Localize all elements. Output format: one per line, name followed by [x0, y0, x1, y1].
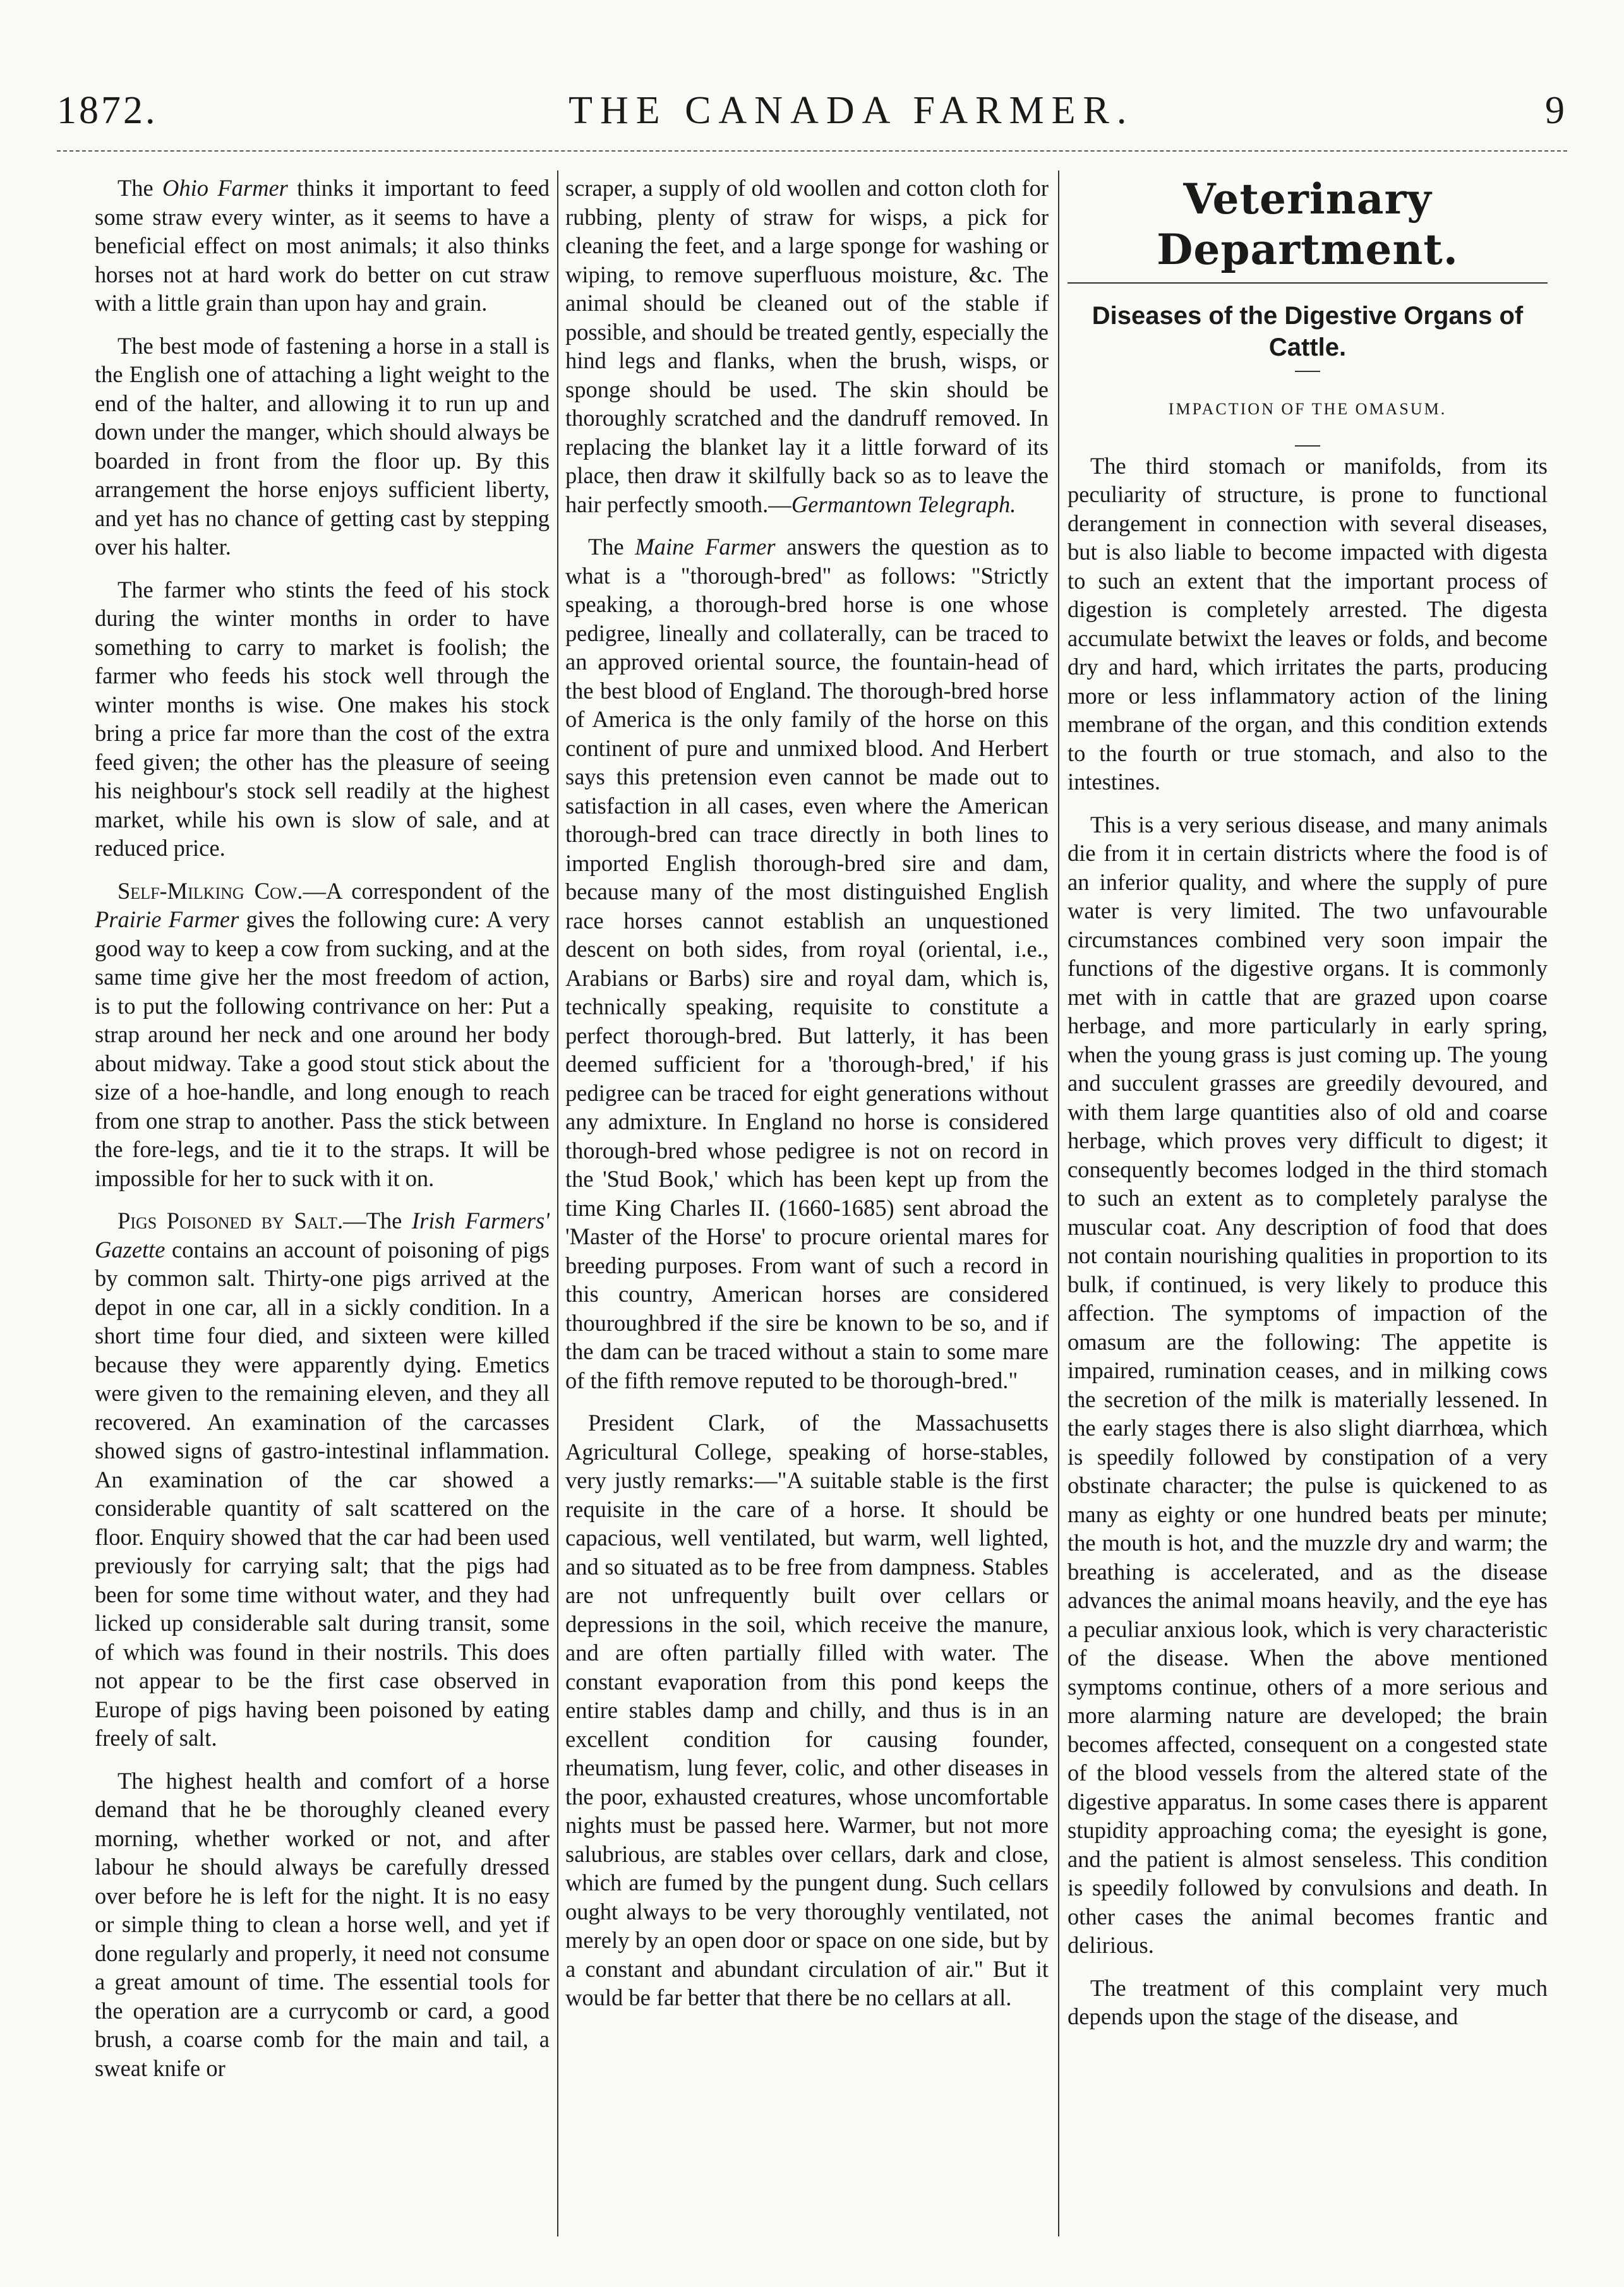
- article-paragraph: The Maine Farmer answers the question as to what is a "thorough-bred" as follows: "Strictly speaking, a thorough-bred horse is one whose pedigree, lineally and collaterally, can be traced to an approved oriental source, the fountain-head of the best blood of England. The thorough-bred horse of America is the only family of the horse on this continent of pure and unmixed blood. And Herbert says this pretension even cannot be made out to satisfaction in all cases, even where the American thorough-bred can trace directly in both lines to imported English thorough-bred sire and dam, because many of the most distinguished English race horses cannot establish an unquestioned descent on both sides, from royal (oriental, i.e., Arabians or Barbs) sire and royal dam, which is, technically speaking, requisite to constitute a perfect thorough-bred. But latterly, it has been deemed sufficient for a 'thorough-bred,' if his pedigree can be traced for eight generations without any admixture. In England no horse is considered thorough-bred whose pedigree is not on record in the 'Stud Book,' which has been kept up from the time King Charles II. (1660-1685) sent abroad the 'Master of the Horse' to procure oriental mares for breeding purposes. From want of such a record in this country, American horses are considered thouroughbred if the sire be known to be so, and if the dam can be traced without a stain to some mare of the fifth remove reputed to be thorough-bred.": [565, 534, 1049, 1393]
- column-1: [95, 174, 550, 2249]
- source-citation: Germantown Telegraph.: [791, 491, 1016, 517]
- column-3: [1068, 174, 1548, 2249]
- article-paragraph: The farmer who stints the feed of his stock during the winter months in order to have something to carry to market is foolish; the farmer who feeds his stock well through the winter months is wise. One makes his stock bring a price far more than the cost of the extra feed given; the other has the pleasure of seeing his neighbour's stock sell readily at the highest market, while his own is slow of sale, and at reduced price.: [95, 576, 550, 861]
- item-heading: Self-Milking Cow.: [117, 877, 303, 904]
- article-paragraph: The third stomach or manifolds, from its peculiarity of structure, is prone to functional derangement in connection with several diseases, but is also liable to become impacted with digesta to such an extent that the important process of digestion is completely arrested. The digesta accumulate betwixt the leaves or folds, and become dry and hard, which irritates the parts, producing more or less inflammatory action of the lining membrane of the organ, and this condition extends to the fourth or true stomach, and also to the intestines.: [1068, 452, 1548, 795]
- article-paragraph: President Clark, of the Massachusetts Agricultural College, speaking of horse-stables, very justly remarks:—"A suitable stable is the first requisite in the care of a horse. It should be capacious, well ventilated, but warm, well lighted, and so situated as to be free from dampness. Stables are not unfrequently built over cellars or depressions in the soil, which receive the manure, and are often partially filled with water. The constant evaporation from this pond keeps the entire stables damp and chilly, and thus is in an excellent condition for causing founder, rheumatism, lung fever, colic, and other diseases in the poor, exhausted creatures, whose uncomfortable nights must be passed here. Warmer, but not more salubrious, are stables over cellars, dark and close, which are fumed by the pungent dung. Such cellars ought always to be very thoroughly ventilated, not merely by an open door or space on one side, but by a constant and abundant circulation of air." But it would be far better that there be no cellars at all.: [565, 1410, 1049, 2010]
- article-heading: Diseases of the Digestive Organs of Cattle.: [1092, 302, 1524, 361]
- column-divider: [1058, 171, 1059, 2236]
- article-paragraph: Pigs Poisoned by Salt.—The Irish Farmers' Gazette contains an account of poisoning of pigs by common salt. Thirty-one pigs arrived at the depot in one car, all in a sickly condition. In a short time four died, and sixteen were killed because they were apparently dying. Emetics were given to the remaining eleven, and they all recovered. An examination of the carcasses showed signs of gastro-intestinal inflammation. An examination of the car showed a considerable quantity of salt scattered on the floor. Enquiry showed that the car had been used previously for carrying salt; that the pigs had been for some time without water, and they had licked up considerable salt during transit, some of which was found in their nostrils. This does not appear to be the first case observed in Europe of pigs having been poisoned by eating freely of salt.: [95, 1208, 550, 1751]
- article-paragraph: The best mode of fastening a horse in a stall is the English one of attaching a light weight to the end of the halter, and allowing it to run up and down under the manger, which should always be boarded in front from the floor up. By this arrangement the horse enjoys sufficient liberty, and yet has no chance of getting cast by stepping over his halter.: [95, 332, 550, 560]
- article-paragraph: The highest health and comfort of a horse demand that he be thoroughly cleaned every morning, whether worked or not, and after labour he should always be carefully dressed over before he is left for the night. It is no easy or simple thing to clean a horse well, and yet if done regularly and properly, it need not consume a great amount of time. The essential tools for the operation are a currycomb or card, a good brush, a coarse comb for the main and tail, a sweat knife or: [95, 1767, 550, 2081]
- column-divider: [557, 171, 558, 2236]
- column-2: [565, 174, 1049, 2249]
- short-rule: [1295, 371, 1320, 372]
- article-paragraph: This is a very serious disease, and many animals die from it in certain districts where the food is of an inferior quality, and where the supply of pure water is very limited. The two unfavourable circumstances combined very soon impair the functions of the digestive organs. It is commonly met with in cattle that are grazed upon coarse herbage, and more particularly in early spring, when the young grass is just coming up. The young and succulent grasses are greedily devoured, and with them large quantities also of old and coarse herbage, which proves very difficult to digest; it consequently becomes lodged in the third stomach to such an extent as to completely paralyse the muscular coat. Any description of food that does not contain nourishing qualities in proportion to its bulk, if continued, is very likely to produce this affection. The symptoms of impaction of the omasum are the following: The appetite is impaired, rumination ceases, and in milking cows the secretion of the milk is materially lessened. In the early stages there is also slight diarrhœa, which is speedily followed by constipation of a very obstinate character; the pulse is quickened to as many as eighty or one hundred beats per minute; the mouth is hot, and the muzzle dry and warm; the breathing is accelerated, and as the disease advances the animal moans heavily, and the eye has a peculiar anxious look, which is very characteristic of the disease. When the above mentioned symptoms continue, others of a more serious and more alarming nature are developed; the brain becomes affected, consequent on a congested state of the blood vessels from the altered state of the digestive apparatus. In some cases there is apparent stupidity approaching coma; the eyesight is gone, and the patient is almost senseless. This condition is speedily followed by convulsions and death. In other cases the animal becomes frantic and delirious.: [1068, 811, 1548, 1958]
- article-paragraph: The treatment of this complaint very much depends upon the stage of the disease, and: [1068, 1974, 1548, 2029]
- article-subheading: IMPACTION OF THE OMASUM.: [1168, 400, 1447, 418]
- masthead: [57, 88, 1567, 145]
- department-title: Veterinary Department.: [1068, 174, 1548, 284]
- header-rule: [57, 150, 1567, 152]
- issue-year: 1872.: [57, 89, 158, 132]
- article-paragraph: The Ohio Farmer thinks it important to feed some straw every winter, as it seems to have a beneficial effect on most animals; it also thinks horses not at hard work do better on cut straw with a little grain than upon hay and grain.: [95, 175, 550, 316]
- newspaper-title: THE CANADA FARMER.: [568, 89, 1134, 132]
- article-paragraph: scraper, a supply of old woollen and cotton cloth for rubbing, plenty of straw for wisps, a pick for cleaning the feet, and a large sponge for washing or wiping, to remove superfluous moisture, &c. The animal should be cleaned out of the stable if possible, and should be treated gently, especially the hind legs and flanks, when the brush, wisps, or sponge should be used. The skin should be thoroughly scratched and the dandruff removed. In replacing the blanket lay it a little forward of its place, then draw it skilfully back so as to leave the hair perfectly smooth.—Germantown Telegraph.: [565, 175, 1049, 517]
- article-paragraph: Self-Milking Cow.—A correspondent of the Prairie Farmer gives the following cure: A very good way to keep a cow from sucking, and at the same time give her the most freedom of action, is to put the following contrivance on her: Put a strap around her neck and one around her body about midway. Take a good stout stick about the size of a hoe-handle, and long enough to reach from one strap to another. Pass the stick between the fore-legs, and tie it to the straps. It will be impossible for her to suck with it on.: [95, 877, 550, 1191]
- item-heading: Pigs Poisoned by Salt.: [117, 1208, 344, 1234]
- short-rule: [1295, 445, 1320, 447]
- page-number: 9: [1545, 89, 1567, 132]
